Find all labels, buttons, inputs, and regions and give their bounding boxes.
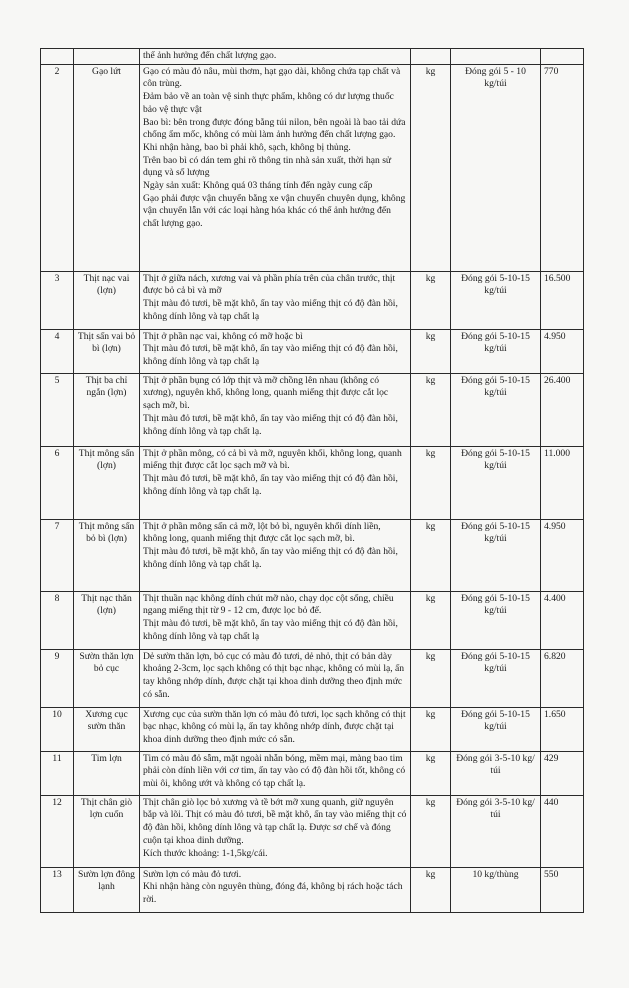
unit-cell: kg	[411, 446, 451, 519]
requirement-line: Dẻ sườn thăn lợn, bỏ cục có màu đỏ tươi, dẻ nhỏ, thịt có bản dày khoảng 2-3cm, lọc sạch không có thịt bạc nhạc, không có mùi lạ, ấn tay không nhớp dính, được chặt tại khoa dinh dưỡng theo định mức có sẵn.	[143, 650, 405, 700]
unit-cell: kg	[411, 649, 451, 707]
requirement-line: Trên bao bì có dán tem ghi rõ thông tin nhà sản xuất, thời hạn sử dụng và số lượng	[143, 154, 392, 179]
requirements-cell	[140, 64, 411, 271]
requirements-cell	[140, 271, 411, 329]
item-name-cell: Thịt sấn vai bỏ bì (lợn)	[74, 329, 140, 373]
unit-cell: kg	[411, 373, 451, 446]
item-name-cell: Sườn thăn lợn bỏ cục	[74, 649, 140, 707]
requirement-line: Thịt ở phần bụng có lớp thịt và mỡ chồng lên nhau (không có xương), nguyên khổ, không long, quanh miếng thịt được cắt lọc sạch mỡ, bì.	[143, 374, 389, 412]
item-name-cell: Thịt nạc vai (lợn)	[74, 271, 140, 329]
item-name-cell: Thịt chân giò lợn cuốn	[74, 795, 140, 867]
requirement-line: Thịt ở giữa nách, xương vai và phần phía trên của chân trước, thịt được bỏ cả bì và mỡ	[143, 272, 396, 297]
table-row	[41, 446, 584, 519]
requirement-line: Thịt thuần nạc không dính chút mỡ nào, chạy dọc cột sống, chiều ngang miếng thịt từ 9 - 12 cm, được lọc bỏ đế.	[143, 592, 394, 617]
requirements-cell	[140, 591, 411, 649]
unit-cell: kg	[411, 707, 451, 751]
row-number-cell	[41, 49, 74, 65]
requirement-line: Gạo phải được vận chuyển bằng xe vận chuyển chuyên dụng, không vận chuyển lẫn với các loại hàng hóa khác có thể ảnh hưởng đến chất lượng gạo.	[143, 192, 406, 230]
requirements-cell	[140, 751, 411, 795]
spec-table	[40, 48, 584, 913]
item-name-cell: Thịt ba chỉ ngắn (lợn)	[74, 373, 140, 446]
packaging-cell: Đóng gói 5-10-15 kg/túi	[451, 649, 541, 707]
packaging-cell	[451, 49, 541, 65]
quantity-cell: 6.820	[541, 649, 584, 707]
requirements-cell	[140, 519, 411, 591]
requirement-line: Khi nhận hàng, bao bì phải khô, sạch, không bị thủng.	[143, 141, 351, 153]
requirement-line: Ngày sản xuất: Không quá 03 tháng tính đến ngày cung cấp	[143, 180, 373, 192]
table-row	[41, 707, 584, 751]
quantity-cell: 4.400	[541, 591, 584, 649]
packaging-cell: Đóng gói 5-10-15 kg/túi	[451, 591, 541, 649]
packaging-cell: Đóng gói 3-5-10 kg/ túi	[451, 751, 541, 795]
table-row	[41, 49, 584, 65]
quantity-cell: 4.950	[541, 519, 584, 591]
unit-cell: kg	[411, 591, 451, 649]
quantity-cell: 4.950	[541, 329, 584, 373]
table-row	[41, 64, 584, 271]
table-row	[41, 649, 584, 707]
requirements-cell	[140, 329, 411, 373]
row-number-cell: 13	[41, 867, 74, 912]
requirements-cell	[140, 649, 411, 707]
table-row	[41, 373, 584, 446]
requirements-cell	[140, 795, 411, 867]
requirements-cell	[140, 373, 411, 446]
quantity-cell: 26.400	[541, 373, 584, 446]
table-row	[41, 271, 584, 329]
unit-cell	[411, 49, 451, 65]
row-number-cell: 6	[41, 446, 74, 519]
packaging-cell: Đóng gói 5-10-15 kg/túi	[451, 271, 541, 329]
unit-cell: kg	[411, 751, 451, 795]
item-name-cell: Thịt nạc thăn (lợn)	[74, 591, 140, 649]
unit-cell: kg	[411, 867, 451, 912]
table-row	[41, 329, 584, 373]
requirements-cell	[140, 446, 411, 519]
quantity-cell: 440	[541, 795, 584, 867]
requirements-cell	[140, 707, 411, 751]
packaging-cell: Đóng gói 5-10-15 kg/túi	[451, 329, 541, 373]
requirement-line: Thịt chân giò lọc bỏ xương và tề bớt mỡ xung quanh, giữ nguyên bắp và lõi. Thịt có màu đỏ tươi, bề mặt khô, ấn tay vào miếng thịt có độ đàn hồi, không dính lông và tạp chất lạ. Được sơ chế và đóng cuộn tại khoa dinh dưỡng.	[143, 796, 407, 846]
requirement-line: Thịt màu đỏ tươi, bề mặt khô, ấn tay vào miếng thịt có độ đàn hồi, không dính lông và tạp chất lạ	[143, 618, 398, 642]
unit-cell: kg	[411, 271, 451, 329]
requirement-line: Thịt màu đỏ tươi, bề mặt khô, ấn tay vào miếng thịt có độ đàn hồi, không dính lông và tạp chất lạ	[143, 298, 398, 322]
table-row	[41, 795, 584, 867]
item-name-cell: Gạo lứt	[74, 64, 140, 271]
requirement-line: Đảm bảo về an toàn vệ sinh thực phẩm, không có dư lượng thuốc bảo vệ thực vật	[143, 91, 394, 115]
quantity-cell: 770	[541, 64, 584, 271]
packaging-cell: Đóng gói 3-5-10 kg/ túi	[451, 795, 541, 867]
packaging-cell: Đóng gói 5-10-15 kg/túi	[451, 446, 541, 519]
unit-cell: kg	[411, 795, 451, 867]
requirement-line: Khi nhận hàng còn nguyên thùng, đóng đá, không bị rách hoặc tách rời.	[143, 881, 403, 906]
packaging-cell: Đóng gói 5 - 10 kg/túi	[451, 64, 541, 271]
requirement-line: Thịt ở phần mông, có cả bì và mỡ, nguyên khối, không long, quanh miếng thịt được cắt lọc sạch mỡ và bì.	[143, 447, 402, 472]
unit-cell: kg	[411, 519, 451, 591]
item-name-cell: Sườn lợn đông lạnh	[74, 867, 140, 912]
requirements-cell	[140, 49, 411, 65]
quantity-cell: 11.000	[541, 446, 584, 519]
requirement-line: Bao bì: bên trong được đóng bằng túi nilon, bên ngoài là bao tải dứa chống ẩm mốc, không có mùi làm ảnh hưởng đến chất lượng gạo.	[143, 116, 406, 141]
item-name-cell: Tim lợn	[74, 751, 140, 795]
quantity-cell: 550	[541, 867, 584, 912]
table-row	[41, 867, 584, 912]
requirement-line: Thịt màu đỏ tươi, bề mặt khô, ấn tay vào miếng thịt có độ đàn hồi, không dính lông và tạp chất lạ.	[143, 546, 398, 570]
requirement-line: Thịt màu đỏ tươi, bề mặt khô, ấn tay vào miếng thịt có độ đàn hồi, không dính lông và tạp chất lạ	[143, 343, 398, 368]
item-name-cell: Thịt mông sấn bỏ bì (lợn)	[74, 519, 140, 591]
row-number-cell: 4	[41, 329, 74, 373]
table-row	[41, 751, 584, 795]
row-number-cell: 10	[41, 707, 74, 751]
row-number-cell: 7	[41, 519, 74, 591]
packaging-cell: Đóng gói 5-10-15 kg/túi	[451, 519, 541, 591]
requirement-line: Thịt màu đỏ tươi, bề mặt khô, ấn tay vào miếng thịt có độ đàn hồi, không dính lông và tạp chất lạ.	[143, 473, 398, 497]
quantity-cell	[541, 49, 584, 65]
requirement-line: Thịt ở phần nạc vai, không có mỡ hoặc bì	[143, 330, 303, 342]
requirement-line: thể ảnh hưởng đến chất lượng gạo.	[143, 50, 277, 61]
quantity-cell: 1.650	[541, 707, 584, 751]
spec-table-body	[41, 49, 584, 913]
row-number-cell: 11	[41, 751, 74, 795]
unit-cell: kg	[411, 329, 451, 373]
row-number-cell: 9	[41, 649, 74, 707]
requirement-line: Sườn lợn có màu đỏ tươi.	[143, 868, 242, 880]
requirement-line: Gạo có màu đỏ nâu, mùi thơm, hạt gạo dài, không chứa tạp chất và côn trùng.	[143, 65, 401, 90]
row-number-cell: 3	[41, 271, 74, 329]
quantity-cell: 16.500	[541, 271, 584, 329]
requirement-line: Kích thước khoảng: 1-1,5kg/cái.	[143, 847, 268, 859]
requirement-line: Thịt màu đỏ tươi, bề mặt khô, ấn tay vào miếng thịt có độ đàn hồi, không dính lông và tạp chất lạ.	[143, 412, 398, 437]
packaging-cell: Đóng gói 5-10-15 kg/túi	[451, 707, 541, 751]
row-number-cell: 5	[41, 373, 74, 446]
packaging-cell: Đóng gói 5-10-15 kg/túi	[451, 373, 541, 446]
unit-cell: kg	[411, 64, 451, 271]
row-number-cell: 8	[41, 591, 74, 649]
quantity-cell: 429	[541, 751, 584, 795]
table-row	[41, 591, 584, 649]
table-row	[41, 519, 584, 591]
requirements-cell	[140, 867, 411, 912]
requirement-line: Thịt ở phần mông sấn cả mỡ, lột bỏ bì, nguyên khối dính liền, không long, quanh miếng thịt được cắt lọc sạch mỡ, bì.	[143, 520, 381, 545]
requirement-line: Xương cục của sườn thăn lợn có màu đỏ tươi, lọc sạch không có thịt bạc nhạc, không có mùi lạ, ấn tay không nhớp dính, được chặt tại khoa dinh dưỡng theo định mức có sẵn.	[143, 708, 406, 746]
row-number-cell: 2	[41, 64, 74, 271]
packaging-cell: 10 kg/thùng	[451, 867, 541, 912]
item-name-cell	[74, 49, 140, 65]
row-number-cell: 12	[41, 795, 74, 867]
item-name-cell: Thịt mông sấn (lợn)	[74, 446, 140, 519]
item-name-cell: Xương cục sườn thăn	[74, 707, 140, 751]
requirement-line: Tim có màu đỏ sẫm, mặt ngoài nhẵn bóng, mềm mại, màng bao tim phải còn dính liền với cơ tim, ấn tay vào có độ đàn hồi tốt, không có mùi ôi, không ướt và không có tạp chất lạ.	[143, 752, 406, 790]
